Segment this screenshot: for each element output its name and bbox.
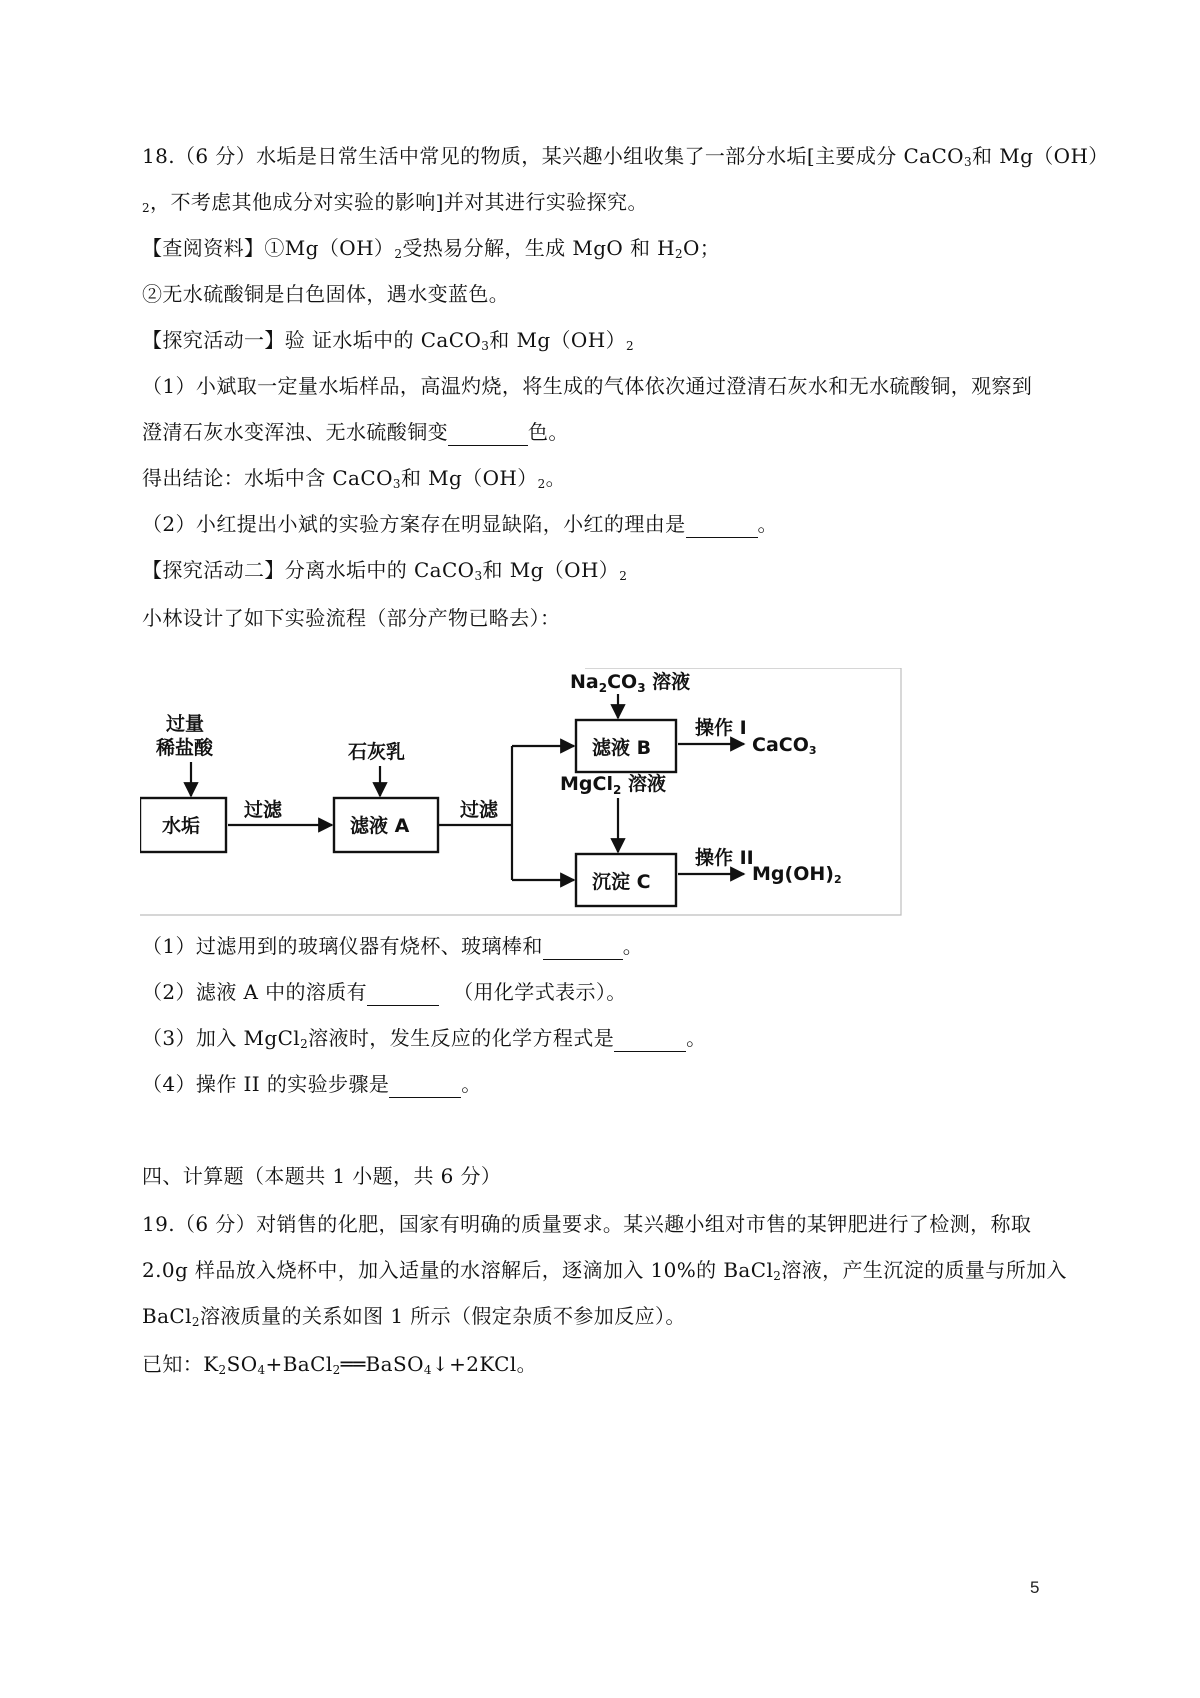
precipitate-c-label: 沉淀 C xyxy=(592,871,651,893)
page-number: 5 xyxy=(1030,1578,1040,1597)
q19-line-2: 2.0g 样品放入烧杯中，加入适量的水溶解后，逐滴加入 10%的 BaCl$_2$溶液，产生沉淀的质量与所加入 xyxy=(142,1258,1067,1283)
caco3-product: CaCO3 xyxy=(752,734,817,757)
answer-blank xyxy=(543,937,623,960)
answer-blank xyxy=(367,983,439,1006)
answer-blank xyxy=(448,423,528,446)
na2co3-label: $Na_2CO_3$ 溶液 xyxy=(570,671,691,695)
operation-2-label: 操作 II xyxy=(695,847,754,869)
filter-label-2: 过滤 xyxy=(460,799,499,821)
q18-line-2: $_2$，不考虑其他成分对实验的影响]并对其进行实验探究。 xyxy=(142,190,648,215)
answer-blank xyxy=(686,515,758,538)
dilute-hcl-label: 稀盐酸 xyxy=(156,737,214,759)
conclusion-line: 得出结论：水垢中含 CaCO$_3$和 $Mg(OH)_2$。 xyxy=(142,466,567,491)
part-1-line-1: （1）小斌取一定量水垢样品，高温灼烧，将生成的气体依次通过澄清石灰水和无水硫酸铜，观察到 xyxy=(142,374,1033,398)
part-2-line: （2）小红提出小斌的实验方案存在明显缺陷，小红的理由是 。 xyxy=(142,512,778,536)
sub-question-2: （2）滤液 A 中的溶质有 （用化学式表示）。 xyxy=(142,980,627,1004)
q19-line-1: 19.（6 分）对销售的化肥，国家有明确的质量要求。某兴趣小组对市售的某钾肥进行了检测，称取 xyxy=(142,1212,1032,1236)
excess-label: 过量 xyxy=(166,713,205,735)
reference-line-2: ②无水硫酸铜是白色固体，遇水变蓝色。 xyxy=(142,282,510,306)
activity-2-heading: 【探究活动二】分离水垢中的 CaCO$_3$和 $Mg(OH)_2$ xyxy=(142,558,628,583)
activity-1-heading: 【探究活动一】验 证水垢中的 CaCO$_3$和 $Mg(OH)_2$ xyxy=(142,328,635,353)
q19-known-equation: 已知：$K_2SO_4+BaCl_2══BaSO_4↓+2KCl$。 xyxy=(142,1352,538,1377)
lime-milk-label: 石灰乳 xyxy=(348,741,406,763)
flow-intro: 小林设计了如下实验流程（部分产物已略去）： xyxy=(142,606,561,630)
mgcl2-label: MgCl$_2$ 溶液 xyxy=(560,773,666,797)
operation-1-label: 操作 I xyxy=(695,717,747,739)
scale-label: 水垢 xyxy=(162,815,201,837)
q18-line-1: 18.（6 分）水垢是日常生活中常见的物质，某兴趣小组收集了一部分水垢[主要成分 CaCO$_3$和 Mg（OH） xyxy=(142,144,1109,169)
filter-label-1: 过滤 xyxy=(244,799,283,821)
section-4-title: 四、计算题（本题共 1 小题，共 6 分） xyxy=(142,1164,502,1188)
reference-line-1: 【查阅资料】$①Mg(OH)_2$受热易分解，生成 MgO 和 $H_2O$； xyxy=(142,236,721,261)
sub-question-3: （3）加入 MgCl$_2$溶液时，发生反应的化学方程式是 。 xyxy=(142,1026,707,1051)
mgoh2-product: Mg(OH)2 xyxy=(752,863,842,886)
q19-line-3: BaCl$_2$溶液质量的关系如图 1 所示（假定杂质不参加反应）。 xyxy=(142,1304,686,1329)
sub-question-1: （1）过滤用到的玻璃仪器有烧杯、玻璃棒和 。 xyxy=(142,934,644,958)
sub-question-4: （4）操作 II 的实验步骤是 。 xyxy=(142,1072,482,1096)
answer-blank xyxy=(389,1075,461,1098)
flowchart-diagram xyxy=(140,668,902,916)
answer-blank xyxy=(614,1029,686,1052)
filtrate-a-label: 滤液 A xyxy=(350,815,410,837)
part-1-line-2: 澄清石灰水变浑浊、无水硫酸铜变 色。 xyxy=(142,420,569,444)
filtrate-b-label: 滤液 B xyxy=(592,737,652,759)
